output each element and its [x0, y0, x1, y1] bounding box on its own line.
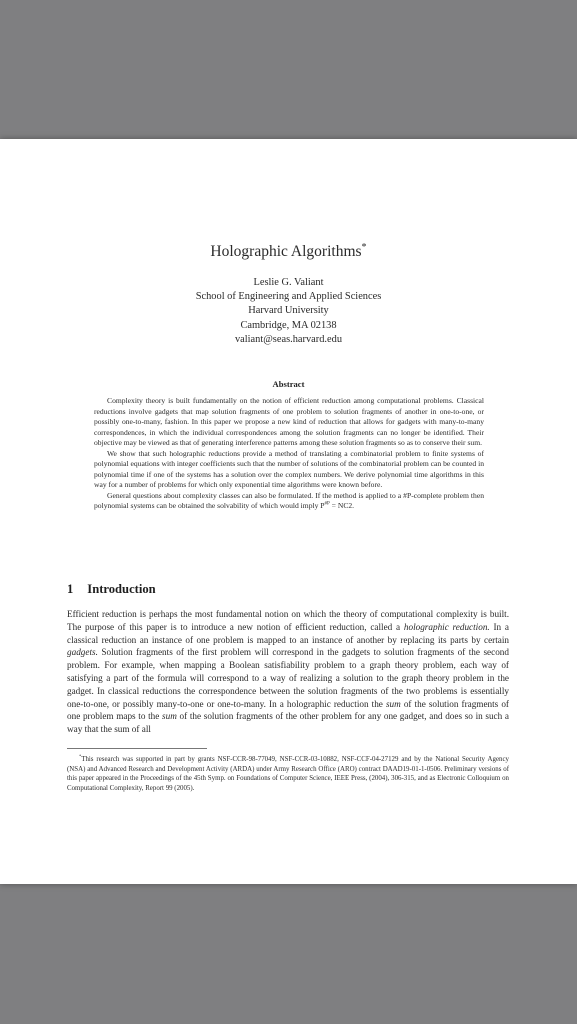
- author-block: [0, 276, 577, 347]
- author-name: Leslie G. Valiant: [253, 277, 324, 288]
- abstract-paragraph: Complexity theory is built fundamentally on the notion of efficient reduction among computational problems. Classical reductions involve gadgets that map solution fragments of one problem to solution fragments of another in one-to-one, or possibly one-to-many, fashion. In this paper we propose a new kind of reduction that allows for gadgets with many-to-many correspondences, in which the individual correspondences among the solution fragments can no longer be identified. Their objective may be viewed as that of generating interference patterns among these solution fragments so as to conserve their sum.: [94, 396, 484, 447]
- document-page: [0, 139, 577, 884]
- author-email: valiant@seas.harvard.edu: [234, 333, 343, 345]
- section-title: Introduction: [87, 582, 156, 596]
- title-footnote-mark: *: [361, 241, 367, 253]
- footnote: [67, 755, 509, 793]
- footnote-divider: [67, 748, 207, 749]
- footnote-mark: *: [79, 753, 82, 759]
- author-city: Cambridge, MA 02138: [240, 319, 337, 331]
- paper-title: Holographic Algorithms*: [210, 241, 367, 260]
- section-number: 1: [67, 582, 74, 596]
- footnote-text: This research was supported in part by grants NSF-CCR-98-77049, NSF-CCR-03-10882, NSF-CCF-04-27129 and by the National Security Agency (NSA) and Advanced Research and Development Activity (ARDA) under Army Research Office (ARO) contract DAAD19-01-1-0506. Preliminary versions of this paper appeared in the Proceedings of the 45th Symp. on Foundations of Computer Science, IEEE Press, (2004), 306-315, and as Electronic Colloquium on Computational Complexity, Report 99 (2005).: [67, 756, 509, 792]
- section-heading: [67, 582, 156, 597]
- section-body: [67, 608, 509, 736]
- author-school: School of Engineering and Applied Sciences: [195, 291, 382, 303]
- abstract-heading: Abstract: [272, 379, 305, 389]
- author-university: Harvard University: [248, 305, 329, 317]
- abstract-body: [94, 396, 484, 512]
- abstract-paragraph: General questions about complexity classes can also be formulated. If the method is applied to a #P-complete problem then polynomial systems can be obtained the solvability of which would imply $P^{\#P} = NC2$.: [94, 490, 484, 510]
- body-paragraph: Efficient reduction is perhaps the most fundamental notion on which the theory of computational complexity is built. The purpose of this paper is to introduce a new notion of efficient reduction, called a holographic reduction. In a classical reduction an instance of one problem is mapped to an instance of another by replacing its parts by certain gadgets. Solution fragments of the first problem will correspond in the gadgets to solution fragments of the second problem. For example, when mapping a Boolean satisfiability problem to a graph theory problem, each way of satisfying a part of the formula will correspond to a way of realizing a solution to the graph theory problem in the gadget. In classical reductions the correspondence between the solution fragments of the two problems is essentially one-to-one, or possibly many-to-one or one-to-many. In a holographic reduction the sum of the solution fragments of one problem maps to the sum of the solution fragments of the other problem for any one gadget, and does so in such a way that the sum of all: [67, 609, 509, 735]
- abstract-paragraph: We show that such holographic reductions provide a method of translating a combinatorial problem to finite systems of polynomial equations with integer coefficients such that the number of solutions of the combinatorial problem can be counted in polynomial time if one of the systems has a solution over the complex numbers. We derive polynomial time algorithms in this way for a number of problems for which only exponential time algorithms were known before.: [94, 448, 484, 489]
